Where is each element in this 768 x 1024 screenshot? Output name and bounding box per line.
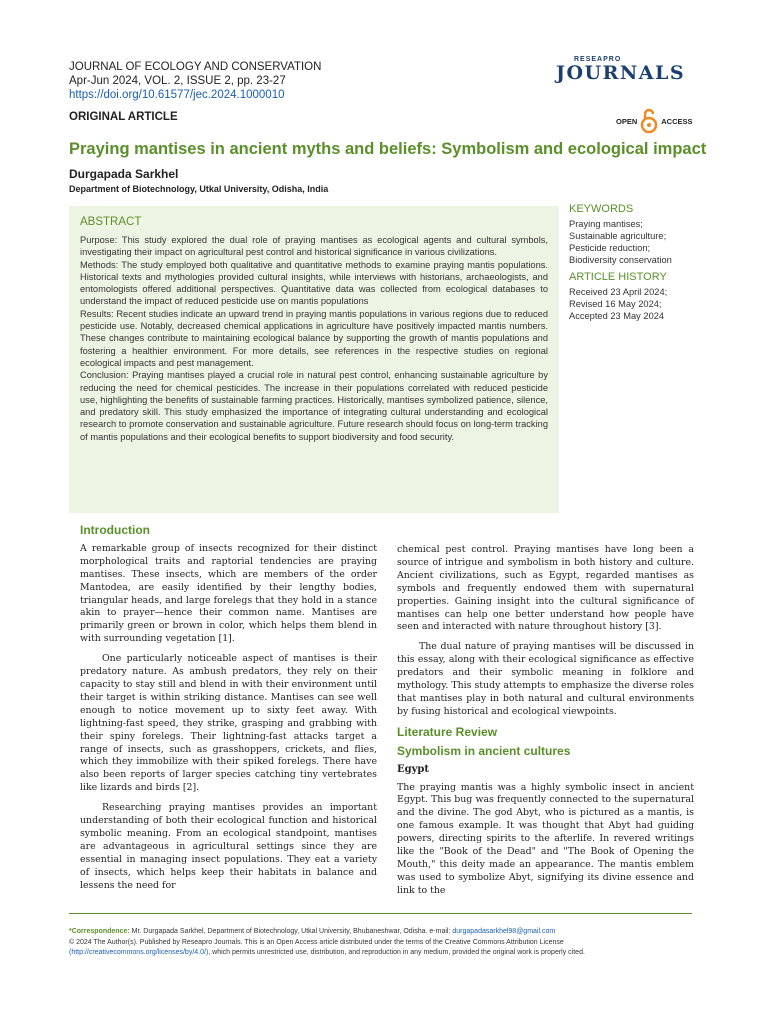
abstract-conclusion: Conclusion: Praying mantises played a crucial role in natural pest control, enhancing sustainable agriculture by reducing the need for chemical pesticides. The increase in their populations correlated with reduced pesticide use, highlighting the benefits of sustainable farming practices. Historically, mantises symbolized patience, silence, and predatory skill. This study emphasized the importance of integrating cultural understanding and ecological research to promote conservation and sustainable agriculture. Future research should focus on long-term tracking of mantis populations and their ecological benefits to support biodiversity and food security.: [80, 370, 548, 442]
sidebar: [569, 203, 709, 322]
keyword-item: Biodiversity conservation: [569, 255, 672, 265]
correspondence-text: Mr. Durgapada Sarkhel, Department of Biotechnology, Utkal University, Bhubaneshwar, Odisha. e-mail:: [129, 928, 453, 935]
footer: [69, 927, 699, 959]
body-column-right: [397, 544, 694, 905]
keyword-item: Sustainable agriculture;: [569, 231, 667, 241]
license-line-2: [69, 948, 699, 959]
body-paragraph: One particularly noticeable aspect of mantises is their predatory nature. As ambush predators, they rely on their capacity to stay still and blend in with their environment until their target is within striking distance. Mantises can see well enough to notice movement up to sixty feet away. With lightning-fast speed, they strike, grasping and grabbing with their spiny forelegs. Their lightning-fast attacks target a range of insects, such as grasshoppers, crickets, and flies, which they immobilize with their spiked forelegs. There have also been reports of larger species catching tiny vertebrates like lizards and birds [2].: [80, 653, 377, 794]
history-heading: ARTICLE HISTORY: [569, 271, 667, 283]
body-paragraph: A remarkable group of insects recognized for their distinct morphological traits and raptorial tendencies are praying mantises. These insects, which are members of the order Mantodea, are easily identified by their lengthy bodies, triangular heads, and large forelegs that they hold in a stance akin to prayer—hence their common name. Mantises are primarily green or brown in color, which helps them blend in with surrounding vegetation [1].: [80, 542, 377, 645]
license-text: , which permits unrestricted use, distribution, and reproduction in any medium, provided the original work is properly cited.: [208, 949, 585, 956]
journal-name: JOURNAL OF ECOLOGY AND CONSERVATION: [69, 61, 322, 73]
license-link[interactable]: (http://creativecommons.org/licenses/by/4.0/): [69, 949, 209, 956]
correspondence-line: [69, 927, 699, 938]
body-paragraph: The praying mantis was a highly symbolic insect in ancient Egypt. This bug was frequently connected to the supernatural and the divine. The god Abyt, who is pictured as a mantis, is one famous example. It was thought that Abyt had guiding powers, directing spirits to the afterlife. In revered writings like the "Book of the Dead" and "The Book of Opening the Mouth," this deity made an appearance. The mantis emblem was used to symbolize Abyt, signifying its divine essence and link to the: [397, 781, 694, 896]
logo-small-text: RESEAPRO: [574, 56, 622, 63]
keywords-heading: KEYWORDS: [569, 203, 634, 215]
logo-big-text: JOURNALS: [556, 62, 686, 84]
journal-header: [69, 60, 321, 102]
abstract-methods: Methods: The study employed both qualitative and quantitative methods to examine praying mantis populations. Historical texts and mythologies provided cultural insights, while interviews with historians, archaeologists, and entomologists offered additional perspectives. Quantitative data was collected from ecological databases to understand the impact of reduced pesticide use on mantis populations: [80, 259, 548, 307]
footer-divider: [69, 913, 692, 914]
author-affiliation: Department of Biotechnology, Utkal University, Odisha, India: [69, 184, 329, 194]
article-type: ORIGINAL ARTICLE: [69, 111, 178, 123]
open-access-badge: [616, 108, 693, 134]
keyword-item: Pesticide reduction;: [569, 243, 651, 253]
open-access-left: OPEN: [616, 116, 638, 126]
body-paragraph: chemical pest control. Praying mantises have long been a source of intrigue and symbolism in both history and culture. Ancient civilizations, such as Egypt, regarded mantises as symbols and frequently endowed them with supernatural properties. Gaining insight into the cultural significance of mantises can help one better understand how people have seen and interacted with nature throughout history [3].: [397, 544, 694, 633]
abstract-purpose: Purpose: This study explored the dual role of praying mantises as ecological agents and cultural symbols, investigating their impact on agricultural pest control and historical significance in various civilizations.: [80, 235, 548, 258]
abstract-box: [69, 206, 559, 513]
correspondence-label: *Correspondence:: [69, 928, 130, 935]
symbolism-heading: Symbolism in ancient cultures: [397, 743, 571, 758]
egypt-heading: Egypt: [397, 763, 430, 775]
doi-link[interactable]: https://doi.org/10.61577/jec.2024.1000010: [69, 89, 285, 101]
abstract-heading: ABSTRACT: [80, 216, 142, 228]
email-link[interactable]: durgapadasarkhel98@gmail.com: [452, 928, 556, 935]
history-item: Accepted 23 May 2024: [569, 311, 665, 321]
journal-issue: Apr-Jun 2024, VOL. 2, ISSUE 2, pp. 23-27: [69, 75, 286, 87]
body-paragraph: Researching praying mantises provides an important understanding of both their ecological function and historical symbolic meaning. From an ecological standpoint, mantises are advantageous in agricultural settings since they are essential in managing insect populations. They eat a variety of insects, which helps keep their habitats in balance and lessens the need for: [80, 802, 377, 891]
article-title: Praying mantises in ancient myths and beliefs: Symbolism and ecological impact: [69, 140, 707, 158]
abstract-results: Results: Recent studies indicate an upward trend in praying mantis populations in various regions due to reduced pesticide use. Notably, decreased chemical applications in agriculture have positively impacted mantis numbers. These changes contribute to maintaining ecological balance by supporting the growth of mantis populations and fostering a healthier environment. For more details, see references in the respective studies on regional ecological impacts and pest management.: [80, 308, 548, 368]
literature-review-heading: Literature Review: [397, 724, 498, 739]
body-column-left: [80, 524, 377, 899]
open-access-right: ACCESS: [661, 116, 693, 126]
publisher-logo: [556, 56, 696, 83]
keyword-item: Praying mantises;: [569, 219, 643, 229]
license-line: © 2024 The Author(s). Published by Reseapro Journals. This is an Open Access article distributed under the terms of the Creative Commons Attribution License: [69, 938, 564, 946]
introduction-heading: Introduction: [80, 523, 150, 537]
body-paragraph: The dual nature of praying mantises will be discussed in this essay, along with their ecological significance as effective predators and their symbolic meaning in folklore and mythology. This study attempts to emphasize the diverse roles that mantises play in both natural and cultural environments by fusing historical and ecological viewpoints.: [397, 641, 694, 717]
history-item: Received 23 April 2024;: [569, 287, 668, 297]
open-access-lock-icon: [640, 108, 658, 134]
author-name: Durgapada Sarkhel: [69, 167, 179, 181]
history-item: Revised 16 May 2024;: [569, 299, 662, 309]
